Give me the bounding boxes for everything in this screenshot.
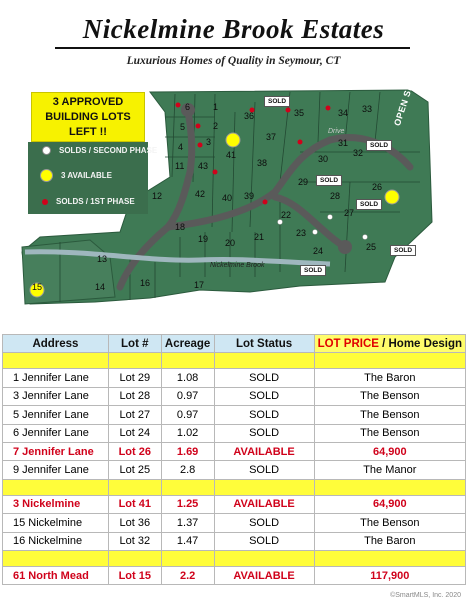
- cell-status: SOLD: [214, 369, 314, 387]
- lot-number: 25: [366, 242, 377, 252]
- table-row: [3, 514, 466, 532]
- cell-status: SOLD: [214, 406, 314, 424]
- lot-number: 41: [226, 150, 237, 160]
- lot-number: 33: [362, 104, 373, 114]
- cell-acreage: 2.8: [161, 461, 214, 479]
- cell-price: The Benson: [314, 424, 465, 442]
- cell-status: SOLD: [214, 461, 314, 479]
- lot-number: 26: [372, 182, 383, 192]
- table-row-available: [3, 566, 466, 584]
- open-space-label: OPEN SPACE: [392, 63, 422, 128]
- cell-price: 117,900: [314, 566, 465, 584]
- lot-number: 36: [244, 111, 255, 121]
- cell-address: 6 Jennifer Lane: [3, 424, 109, 442]
- table-row: [3, 387, 466, 405]
- sold-tag: SOLD: [390, 245, 416, 256]
- lot-number: 1: [213, 102, 219, 112]
- lot-number: 23: [296, 228, 307, 238]
- lot-number: 5: [180, 122, 186, 132]
- lot-number: 14: [95, 282, 106, 292]
- lot-listing-table: [2, 334, 466, 585]
- lot-number: 22: [281, 210, 292, 220]
- lot-number: 43: [198, 161, 209, 171]
- cell-acreage: 2.2: [161, 566, 214, 584]
- lot-number: 6: [185, 102, 191, 112]
- cell-status: SOLD: [214, 532, 314, 550]
- spacer-row: [3, 550, 466, 566]
- cell-acreage: 1.08: [161, 369, 214, 387]
- cell-price: The Benson: [314, 514, 465, 532]
- lot-number: 29: [298, 177, 309, 187]
- cell-lot: Lot 36: [108, 514, 161, 532]
- lot-number: 42: [195, 189, 206, 199]
- cell-acreage: 0.97: [161, 387, 214, 405]
- legend-item-available: 3 AVAILABLE: [42, 169, 112, 182]
- lot-number: 31: [338, 138, 349, 148]
- cell-lot: Lot 25: [108, 461, 161, 479]
- page-title: Nickelmine Brook Estates: [82, 14, 385, 44]
- sold-tag: SOLD: [316, 175, 342, 186]
- sold-tag: SOLD: [264, 96, 290, 107]
- cell-lot: Lot 28: [108, 387, 161, 405]
- cell-address: 16 Nickelmine: [3, 532, 109, 550]
- cell-status: SOLD: [214, 387, 314, 405]
- cell-address: 15 Nickelmine: [3, 514, 109, 532]
- lot-number: 13: [97, 254, 108, 264]
- cell-status: SOLD: [214, 424, 314, 442]
- table-row: [3, 461, 466, 479]
- brook-label: Nickelmine Brook: [210, 262, 265, 269]
- cell-price: The Baron: [314, 532, 465, 550]
- lot-number: 38: [257, 158, 268, 168]
- legend-item-second-phase: SOLDS / SECOND PHASE: [42, 146, 157, 155]
- cell-price: 64,900: [314, 442, 465, 460]
- lot-number: 37: [266, 132, 277, 142]
- lot-number: 32: [353, 148, 364, 158]
- lot-number: 17: [194, 280, 205, 290]
- spacer-row: [3, 479, 466, 495]
- lot-number: 2: [213, 121, 219, 131]
- cell-price: 64,900: [314, 495, 465, 513]
- table-row: [3, 424, 466, 442]
- header-lot: Lot #: [108, 335, 161, 353]
- cell-acreage: 1.69: [161, 442, 214, 460]
- lot-number: 34: [338, 108, 349, 118]
- lot-number: 28: [330, 191, 341, 201]
- cell-price: The Baron: [314, 369, 465, 387]
- table-row: [3, 532, 466, 550]
- cell-address: 61 North Mead: [3, 566, 109, 584]
- table-row: [3, 369, 466, 387]
- cell-price: The Benson: [314, 387, 465, 405]
- table-header-row: [3, 335, 466, 353]
- cell-acreage: 1.25: [161, 495, 214, 513]
- cell-price: The Manor: [314, 461, 465, 479]
- cell-acreage: 1.02: [161, 424, 214, 442]
- spacer-row: [3, 353, 466, 369]
- page-subtitle: Luxurious Homes of Quality in Seymour, CT: [126, 55, 341, 67]
- cell-lot: Lot 32: [108, 532, 161, 550]
- header-price-label: LOT PRICE: [317, 337, 379, 350]
- lot-number: 19: [198, 234, 209, 244]
- cell-address: 7 Jennifer Lane: [3, 442, 109, 460]
- cell-address: 9 Jennifer Lane: [3, 461, 109, 479]
- lot-number: 4: [178, 142, 184, 152]
- cell-lot: Lot 29: [108, 369, 161, 387]
- cell-acreage: 1.37: [161, 514, 214, 532]
- yellow-dot-icon: [40, 169, 53, 182]
- lot-number: 24: [313, 246, 324, 256]
- sold-tag: SOLD: [366, 140, 392, 151]
- lot-number: 12: [152, 191, 163, 201]
- lot-number: 21: [254, 232, 265, 242]
- legend-item-first-phase: SOLDS / 1ST PHASE: [42, 197, 135, 206]
- table-row-available: [3, 495, 466, 513]
- cell-lot: Lot 41: [108, 495, 161, 513]
- white-dot-icon: [42, 146, 51, 155]
- cell-acreage: 1.47: [161, 532, 214, 550]
- lots-left-callout: 3 APPROVED BUILDING LOTS LEFT !!: [31, 92, 145, 142]
- cell-lot: Lot 15: [108, 566, 161, 584]
- cell-address: 1 Jennifer Lane: [3, 369, 109, 387]
- cell-status: AVAILABLE: [214, 566, 314, 584]
- header-address: Address: [3, 335, 109, 353]
- header-lot-status: Lot Status: [214, 335, 314, 353]
- lot-number: 27: [344, 208, 355, 218]
- road-label-drive: Drive: [328, 128, 345, 135]
- lot-number: 30: [318, 154, 329, 164]
- lot-number: 11: [175, 161, 185, 171]
- table-row-available: [3, 442, 466, 460]
- lot-number: 3: [206, 137, 212, 147]
- cell-address: 3 Nickelmine: [3, 495, 109, 513]
- header-acreage: Acreage: [161, 335, 214, 353]
- lot-number: 15: [32, 282, 43, 292]
- cell-lot: Lot 24: [108, 424, 161, 442]
- lot-number: 35: [294, 108, 305, 118]
- cell-address: 3 Jennifer Lane: [3, 387, 109, 405]
- red-dot-icon: [42, 199, 48, 205]
- lot-number: 39: [244, 191, 255, 201]
- copyright-text: ©SmartMLS, Inc. 2020: [390, 592, 461, 599]
- lot-number: 16: [140, 278, 151, 288]
- cell-lot: Lot 26: [108, 442, 161, 460]
- table-row: [3, 406, 466, 424]
- cell-status: SOLD: [214, 514, 314, 532]
- cell-price: The Benson: [314, 406, 465, 424]
- lot-number: 18: [175, 222, 186, 232]
- header-price: [314, 335, 465, 353]
- sold-tag: SOLD: [356, 199, 382, 210]
- lot-number: 40: [222, 193, 233, 203]
- lot-number: 20: [225, 238, 236, 248]
- cell-status: AVAILABLE: [214, 442, 314, 460]
- header-home-design-label: / Home Design: [378, 337, 462, 350]
- cell-address: 5 Jennifer Lane: [3, 406, 109, 424]
- cell-lot: Lot 27: [108, 406, 161, 424]
- cell-acreage: 0.97: [161, 406, 214, 424]
- title-underline: [55, 47, 410, 49]
- cell-status: AVAILABLE: [214, 495, 314, 513]
- sold-tag: SOLD: [300, 265, 326, 276]
